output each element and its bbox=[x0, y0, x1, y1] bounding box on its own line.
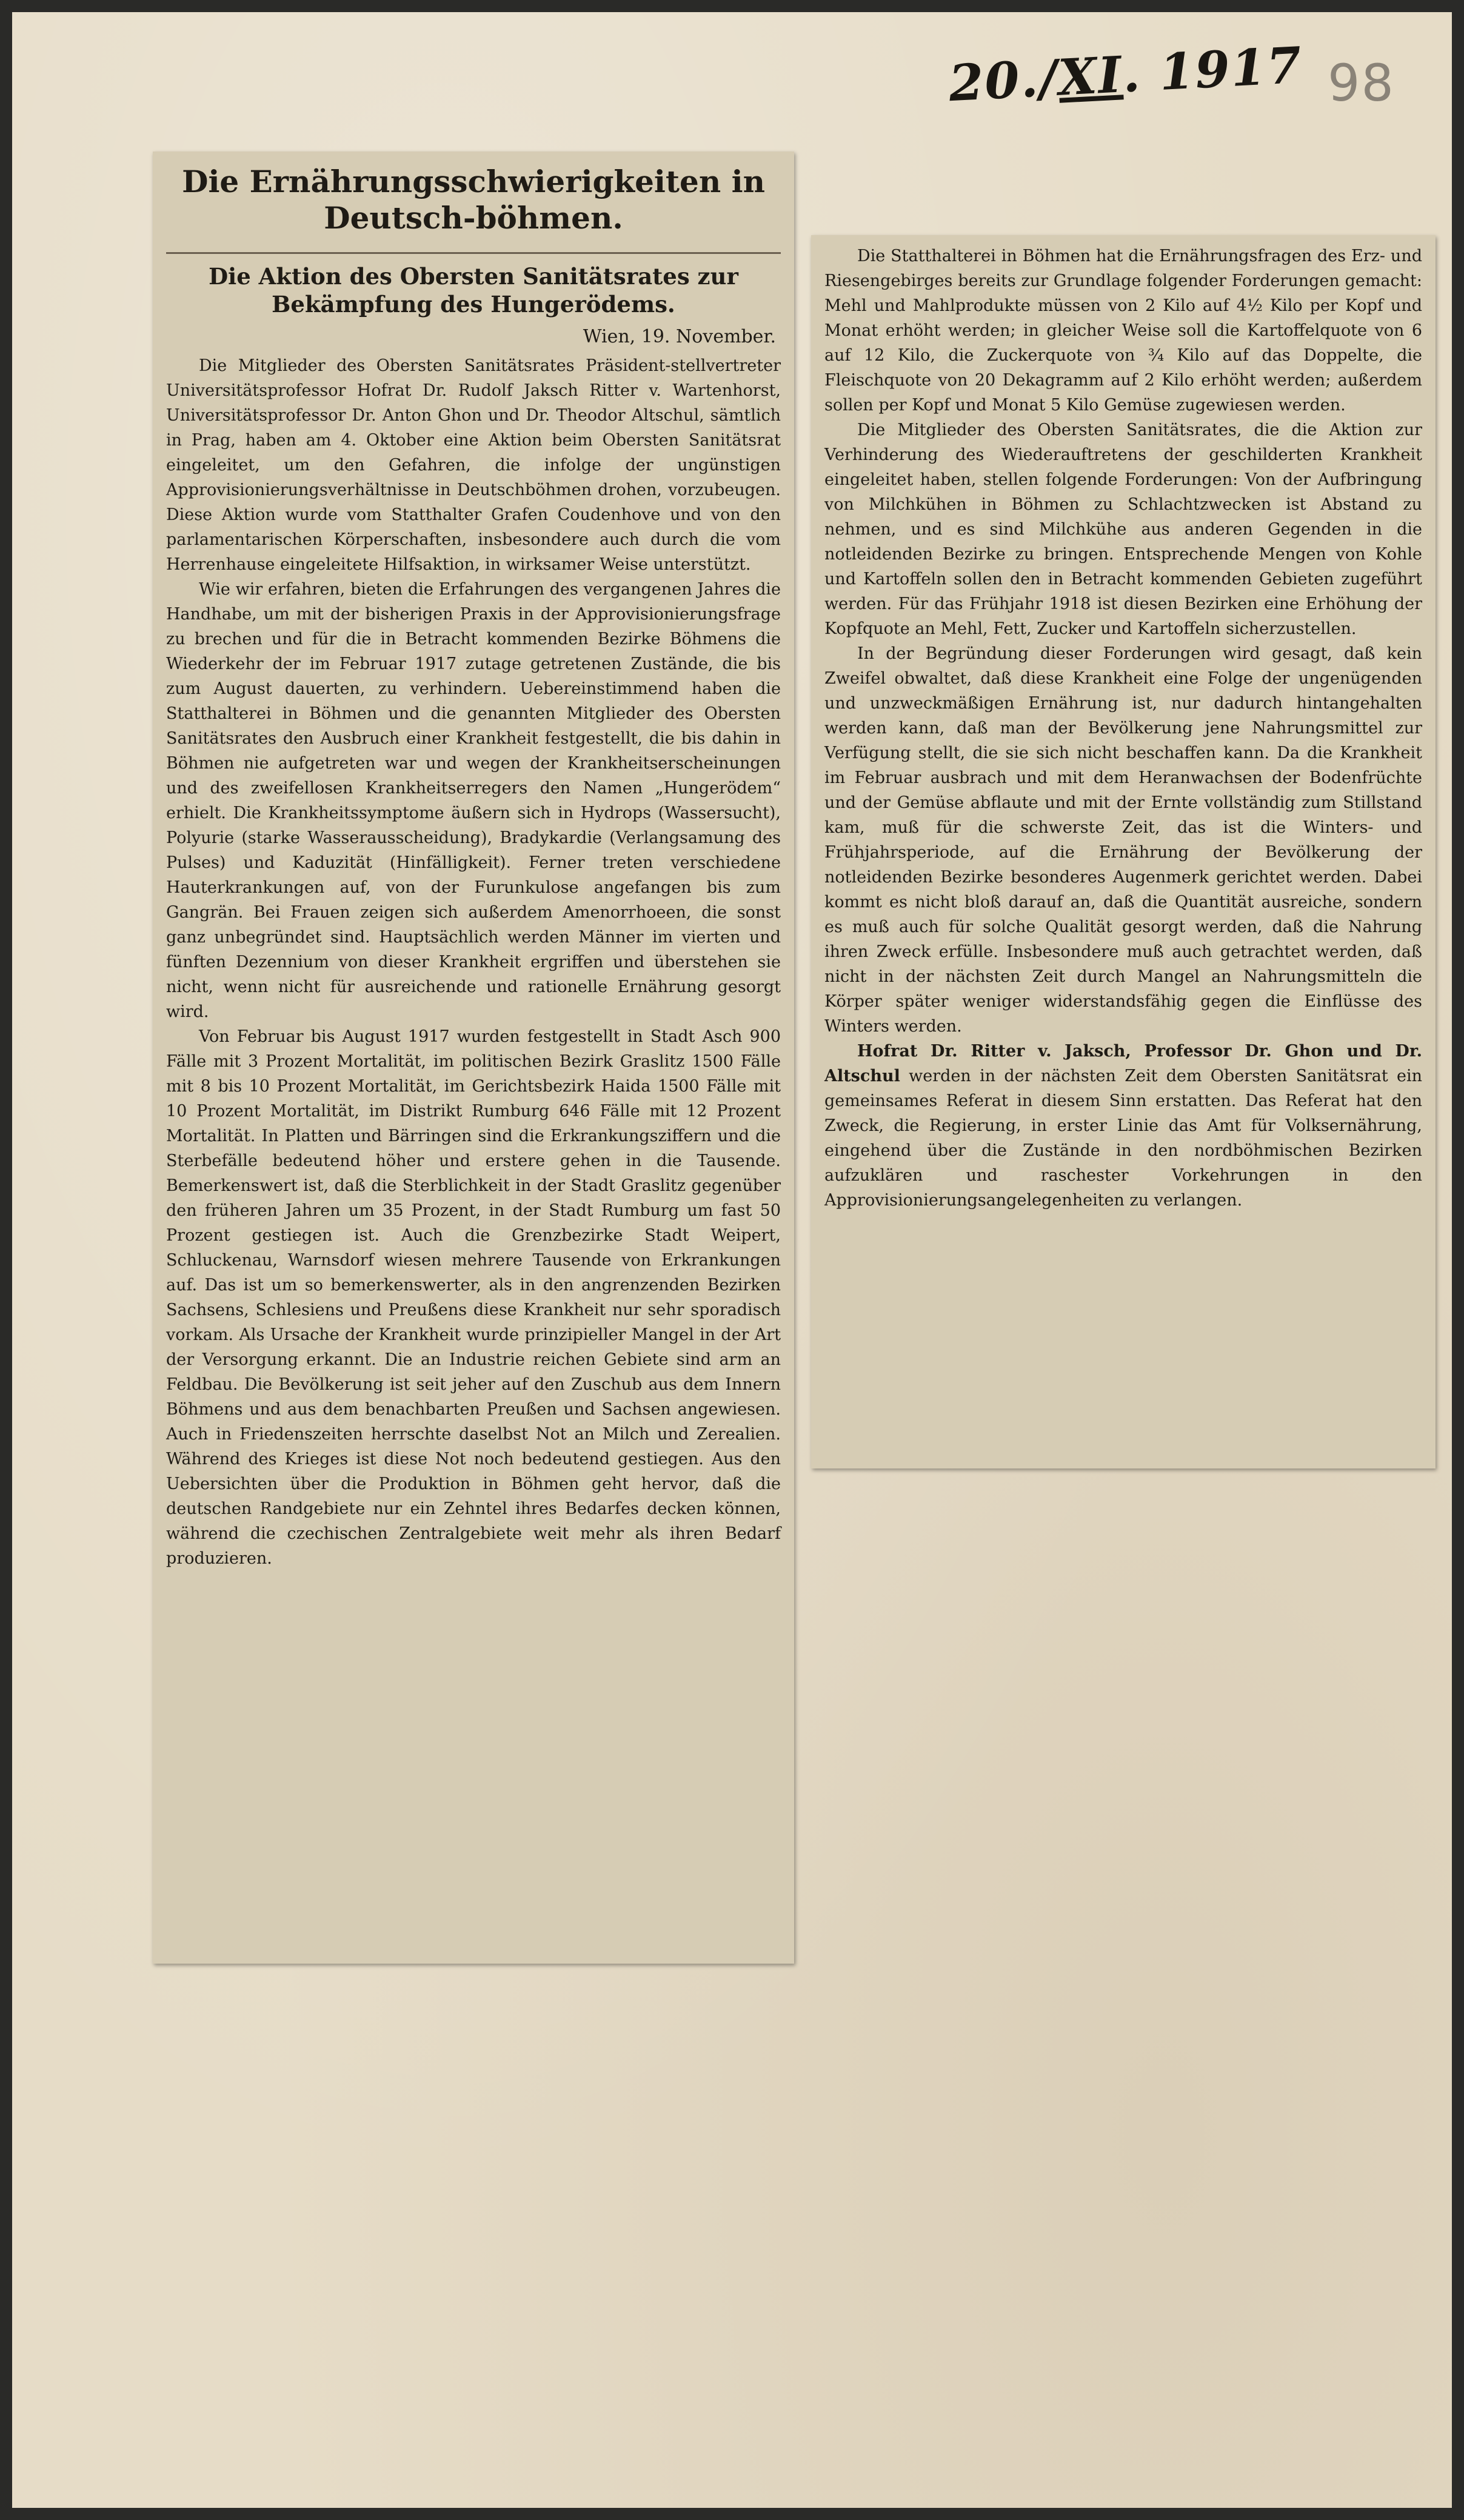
article-paragraph: Von Februar bis August 1917 wurden festgestellt in Stadt Asch 900 Fälle mit 3 Prozent Mortalität, im politischen Bezirk Graslitz 1500 Fälle mit 8 bis 10 Prozent Mortalität, im Gerichtsbezirk Haida 1500 Fälle mit 10 Prozent Mortalität, im Distrikt Rumburg 646 Fälle mit 12 Prozent Mortalität. In Platten und Bärringen sind die Erkrankungsziffern und die Sterbefälle bedeutend höher und erstere gehen in die Tausende. Bemerkenswert ist, daß die Sterblichkeit in der Stadt Graslitz gegenüber den früheren Jahren um 35 Prozent, in der Stadt Rumburg um fast 50 Prozent gestiegen ist. Auch die Grenzbezirke Stadt Weipert, Schluckenau, Warnsdorf wiesen mehrere Tausende von Erkrankungen auf. Das ist um so bemerkenswerter, als in den angrenzenden Bezirken Sachsens, Schlesiens und Preußens diese Krankheit nur sehr sporadisch vorkam. Als Ursache der Krankheit wurde prinzipieller Mangel in der Art der Versorgung erkannt. Die an Industrie reichen Gebiete sind arm an Feldbau. Die Bevölkerung ist seit jeher auf den Zuschub aus dem Innern Böhmens und aus dem benachbarten Preußen und Sachsen angewiesen. Auch in Friedenszeiten herrschte daselbst Not an Milch und Zerealien. Während des Krieges ist diese Not noch bedeutend gestiegen. Aus den Uebersichten über die Produktion in Böhmen geht hervor, daß die deutschen Randgebiete nur ein Zehntel ihres Bedarfes decken können, während die czechischen Zentralgebiete weit mehr als ihren Bedarf produzieren. bbox=[166, 1027, 781, 1568]
article-paragraph: In der Begründung dieser Forderungen wird gesagt, daß kein Zweifel obwaltet, daß diese Krankheit eine Folge der ungenügenden und unzweckmäßigen Ernährung ist, nur dadurch hintangehalten werden kann, daß man der Bevölkerung jene Nahrungsmittel zur Verfügung stellt, die sie sich nicht beschaffen kann. Da die Krankheit im Februar ausbrach und mit dem Heranwachsen der Bodenfrüchte und der Gemüse abflaute und mit der Ernte vollständig zum Stillstand kam, muß für die schwerste Zeit, das ist die Winters- und Frühjahrsperiode, auf die Ernährung der Bevölkerung der notleidenden Bezirke besonderes Augenmerk gerichtet werden. Dabei kommt es nicht bloß darauf an, daß die Quantität ausreiche, sondern es muß auch für solche Qualität gesorgt werden, daß die Nahrung ihren Zweck erfülle. Insbesondere muß auch getrachtet werden, daß nicht in der nächsten Zeit durch Mangel an Nahrungsmitteln die Körper später weniger widerstandsfähig gegen die Einflüsse des Winters werden. bbox=[824, 644, 1422, 1036]
newspaper-clipping-right bbox=[811, 235, 1436, 1468]
date-year: . 1917 bbox=[1121, 36, 1305, 104]
article-dateline: Wien, 19. November. bbox=[583, 325, 776, 347]
date-month: XI bbox=[1057, 45, 1125, 107]
handwritten-date bbox=[948, 36, 1304, 113]
archive-sheet bbox=[12, 12, 1452, 2508]
article-paragraph: Die Statthalterei in Böhmen hat die Ernährungsfragen des Erz- und Riesengebirges bereits zur Grundlage folgender Forderungen gemacht: Mehl und Mahlprodukte müssen von 2 Kilo auf 4½ Kilo per Kopf und Monat erhöht werden; in gleicher Weise soll die Kartoffelquote von 6 auf 12 Kilo, die Zuckerquote von ¾ Kilo auf das Doppelte, die Fleischquote von 20 Dekagramm auf 2 Kilo erhöht werden; außerdem sollen per Kopf und Monat 5 Kilo Gemüse zugewiesen werden. bbox=[824, 247, 1422, 415]
article-headline: Die Ernährungsschwierigkeiten in Deutsch-böhmen. bbox=[182, 164, 765, 236]
article-paragraph: Die Mitglieder des Obersten Sanitätsrates Präsident-stellvertreter Universitätsprofessor Hofrat Dr. Rudolf Jaksch Ritter v. Wartenhorst, Universitätsprofessor Dr. Anton Ghon und Dr. Theodor Altschul, sämtlich in Prag, haben am 4. Oktober eine Aktion beim Obersten Sanitätsrat eingeleitet, um den Gefahren, die infolge der ungünstigen Approvisionierungsverhältnisse in Deutschböhmen drohen, vorzubeugen. Diese Aktion wurde vom Statthalter Grafen Coudenhove und von den parlamentarischen Körperschaften, insbesondere auch durch die vom Herrenhause eingeleitete Hilfsaktion, in wirksamer Weise unterstützt. bbox=[166, 356, 781, 574]
closing-authors: Hofrat Dr. Ritter v. Jaksch, Professor Dr. Ghon und Dr. Altschul bbox=[824, 1042, 1422, 1085]
headline-rule bbox=[166, 252, 781, 254]
article-paragraph: Die Mitglieder des Obersten Sanitätsrates, die die Aktion zur Verhinderung des Wiederauftretens der geschilderten Krankheit eingeleitet haben, stellen folgende Forderungen: Von der Aufbringung von Milchkühen in Böhmen zu Schlachtzwecken ist Abstand zu nehmen, und es sind Milchkühe aus anderen Gegenden in die notleidenden Bezirke zu bringen. Entsprechende Mengen von Kohle und Kartoffeln sollen den in Betracht kommenden Gebieten zugeführt werden. Für das Frühjahr 1918 ist diesen Bezirken eine Erhöhung der Kopfquote an Mehl, Fett, Zucker und Kartoffeln sicherzustellen. bbox=[824, 421, 1422, 638]
article-paragraph: Wie wir erfahren, bieten die Erfahrungen des vergangenen Jahres die Handhabe, um mit der bisherigen Praxis in der Approvisionierungsfrage zu brechen und für die in Betracht kommenden Bezirke Böhmens die Wiederkehr der im Februar 1917 zutage getretenen Zustände, die bis zum August dauerten, zu verhindern. Uebereinstimmend haben die Statthalterei in Böhmen und die genannten Mitglieder des Obersten Sanitätsrates den Ausbruch einer Krankheit festgestellt, die bis dahin in Böhmen nie aufgetreten war und wegen der Krankheitserscheinungen und des zweifellosen Krankheitserregers den Namen „Hungerödem“ erhielt. Die Krankheitssymptome äußern sich in Hydrops (Wassersucht), Polyurie (starke Wasserausscheidung), Bradykardie (Verlangsamung des Pulses) und Kaduzität (Hinfälligkeit). Ferner treten verschiedene Hauterkrankungen auf, von der Furunkulose angefangen bis zum Gangrän. Bei Frauen zeigen sich außerdem Amenorrhoeen, die sonst ganz unbegründet sind. Hauptsächlich werden Männer im vierten und fünften Dezennium von dieser Krankheit ergriffen und überstehen sie nicht, wenn nicht für ausreichende und rationelle Ernährung gesorgt wird. bbox=[166, 579, 781, 1021]
page-number: 98 bbox=[1328, 53, 1395, 113]
newspaper-clipping-left bbox=[153, 152, 794, 1964]
closing-text: werden in der nächsten Zeit dem Obersten Sanitätsrat ein gemeinsames Referat in diesem Sinn erstatten. Das Referat hat den Zweck, die Regierung, in erster Linie das Amt für Volksernährung, eingehend über die Zustände in den nordböhmischen Bezirken aufzuklären und raschester Vorkehrungen in den Approvisionierungsangelegenheiten zu verlangen. bbox=[824, 1067, 1422, 1210]
article-closing-paragraph bbox=[824, 1039, 1422, 1213]
article-subheadline: Die Aktion des Obersten Sanitätsrates zur Bekämpfung des Hungerödems. bbox=[209, 263, 738, 318]
date-day: 20./ bbox=[947, 48, 1060, 113]
